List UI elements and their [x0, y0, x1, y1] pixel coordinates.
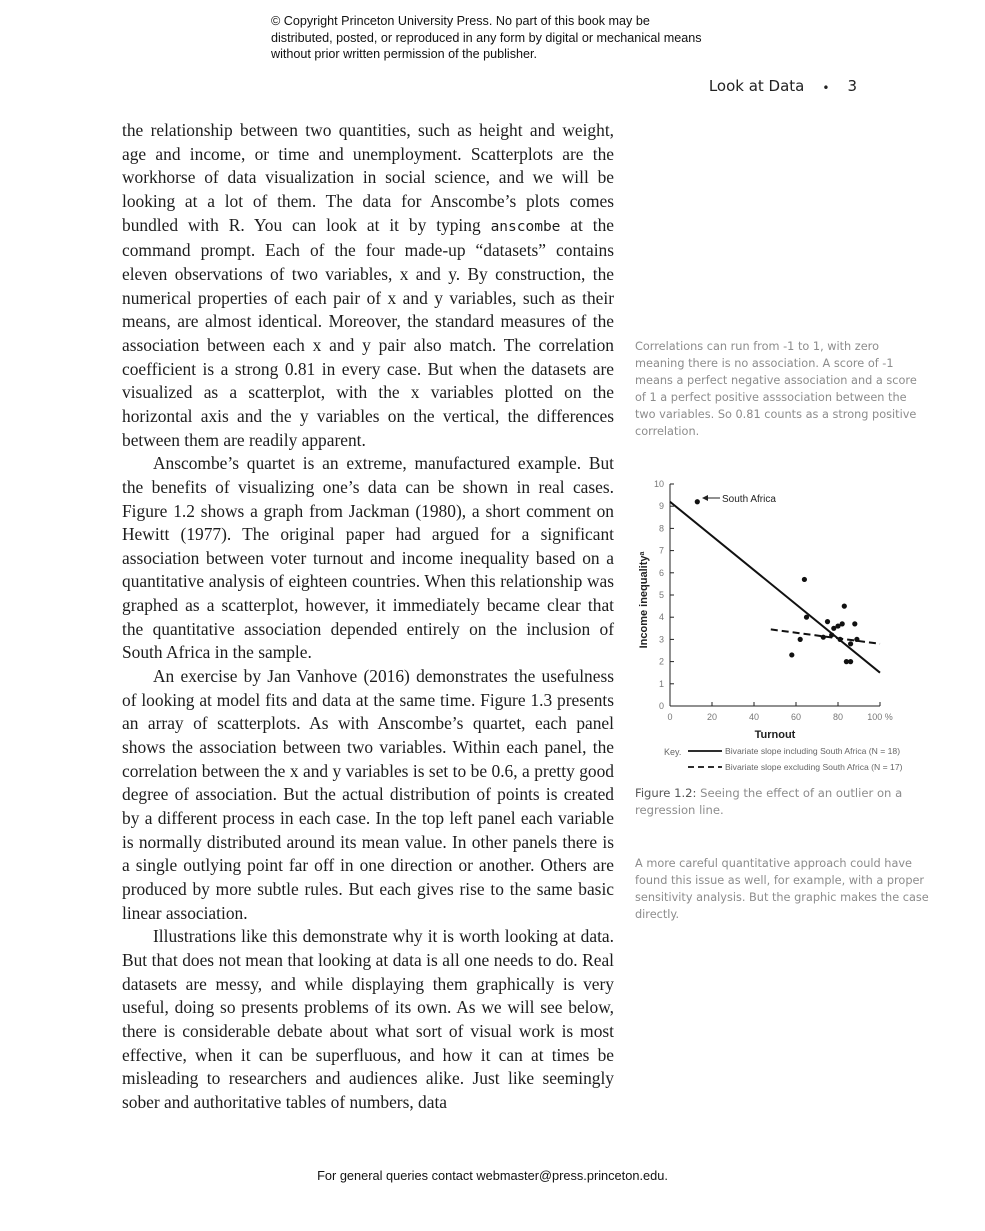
- y-tick-label: 10: [653, 479, 664, 489]
- inline-code: anscombe: [490, 218, 561, 235]
- y-axis-label: Income inequality$^a$: [638, 551, 650, 649]
- x-tick-label: 40: [748, 712, 760, 722]
- copyright-notice: © Copyright Princeton University Press. No part of this book may be distributed, posted, or reproduced in any form by digital or mechanical means without prior written permission of the publisher.: [271, 14, 702, 62]
- footer: For general queries contact webmaster@press.princeton.edu.: [317, 1168, 668, 1183]
- x-tick-label: 60: [790, 712, 802, 722]
- regression-line-including-outlier: [670, 502, 880, 673]
- y-tick-label: 3: [658, 634, 664, 645]
- y-axis-label-footnote: a: [638, 551, 646, 556]
- data-point: [842, 604, 847, 609]
- scatterplot-figure: [630, 472, 930, 777]
- running-head-separator: •: [822, 81, 830, 95]
- legend: [664, 746, 903, 772]
- y-axis: [654, 479, 674, 711]
- outlier-pointer-arrowhead: [702, 495, 708, 501]
- x-tick-label: 20: [706, 712, 718, 722]
- data-point: [848, 659, 853, 664]
- data-point: [789, 652, 794, 657]
- y-tick-label: 4: [658, 612, 664, 623]
- page-number: 3: [847, 77, 857, 95]
- legend-key-label: Key.: [664, 747, 682, 757]
- figure-caption: [635, 785, 905, 819]
- main-text: [122, 119, 614, 1115]
- data-point: [840, 621, 845, 626]
- data-point: [695, 499, 700, 504]
- x-axis-label: Turnout: [754, 729, 796, 741]
- sidenote-correlation: Correlations can run from -1 to 1, with zero meaning there is no association. A score of -1 means a perfect negative association and a score of 1 a perfect positive asssociation between the two variables. So 0.81 counts as a strong positive correlation.: [635, 340, 917, 438]
- paragraph-3: An exercise by Jan Vanhove (2016) demonstrates the usefulness of looking at model fits and data at the same time. Figure 1.3 presents an array of scatterplots. As with Anscombe’s quartet, each panel shows the association between two variables. Within each panel, the correlation between the x and y variables is set to be 0.6, a pretty good degree of association. But the actual distribution of points is created by a different process in each case. In the top left panel each variable is normally distributed around its mean value. In other panels there is a single outlying point far off in one direction or another. Others are produced by more subtle rules. But each gives rise to the same basic linear association.: [122, 666, 614, 923]
- legend-dashed-label: Bivariate slope excluding South Africa (N = 17): [725, 762, 903, 772]
- paragraph-1: [122, 119, 614, 452]
- data-point: [838, 637, 843, 642]
- sidenote-sensitivity: A more careful quantitative approach could have found this issue as well, for example, with a proper sensitivity analysis. But the graphic makes the case directly.: [635, 857, 929, 921]
- x-tick-label: 100 %: [867, 712, 893, 722]
- data-point: [825, 619, 830, 624]
- x-tick-label: 80: [832, 712, 844, 722]
- y-tick-label: 1: [658, 678, 664, 689]
- running-head: [709, 77, 857, 95]
- legend-solid-label: Bivariate slope including South Africa (N = 18): [725, 746, 901, 756]
- data-point: [848, 641, 853, 646]
- running-head-title: Look at Data: [708, 77, 805, 95]
- figure-caption-label: Figure 1.2:: [635, 786, 697, 800]
- y-tick-label: 6: [658, 567, 664, 578]
- paragraph-1-part-2: at the command prompt. Each of the four made-up “datasets” contains eleven observations of two variables, x and y. By construction, the numerical properties of each pair of x and y variables, such as their means, are almost identical. Moreover, the standard measures of the association between each x and y pair also match. The correlation coefficient is a strong 0.81 in every case. But when the datasets are visualized as a scatterplot, with the x variables plotted on the horizontal axis and the y variables on the vertical, the differences between them are readily apparent.: [122, 214, 615, 450]
- paragraph-1-part-1: the relationship between two quantities, such as height and weight, age and income, or time and unemployment. Scatterplots are the workhorse of data visualization in social science, and we will be looking at a lot of them. The data for Anscombe’s plots comes bundled with R. You can look at it by typing: [122, 120, 614, 235]
- outlier-label: South Africa: [722, 494, 776, 505]
- data-point: [821, 635, 826, 640]
- y-tick-label: 0: [658, 701, 664, 711]
- x-tick-label: 0: [667, 712, 673, 722]
- y-tick-label: 2: [658, 656, 664, 667]
- data-point: [854, 637, 859, 642]
- paragraph-2: Anscombe’s quartet is an extreme, manufactured example. But the benefits of visualizing one’s data can be shown in real cases. Figure 1.2 shows a graph from Jackman (1980), a short comment on Hewitt (1977). The original paper had argued for a significant association between voter turnout and income inequality based on a quantitative analysis of eighteen countries. When this relationship was graphed as a scatterplot, however, it immediately became clear that the quantitative association depended entirely on the inclusion of South Africa in the sample.: [122, 453, 614, 663]
- outlier-annotation: [702, 494, 776, 505]
- data-point: [829, 632, 834, 637]
- x-ticks: [667, 702, 892, 722]
- data-point: [802, 577, 807, 582]
- data-point: [798, 637, 803, 642]
- y-tick-label: 8: [658, 523, 664, 534]
- regression-lines: [670, 502, 880, 673]
- y-tick-label: 9: [658, 501, 664, 512]
- x-axis: [667, 702, 892, 722]
- figure-caption-text: Seeing the effect of an outlier on a regression line.: [635, 786, 903, 817]
- data-point: [852, 621, 857, 626]
- data-points: [695, 499, 860, 664]
- y-tick-label: 7: [658, 545, 664, 556]
- y-ticks: [654, 479, 674, 711]
- y-tick-label: 5: [658, 590, 664, 600]
- data-point: [804, 615, 809, 620]
- paragraph-4: Illustrations like this demonstrate why it is worth looking at data. But that does not mean that looking at data is all one needs to do. Real datasets are messy, and while displaying them graphically is very useful, doing so presents problems of its own. As we will see below, there is considerable debate about what sort of visual work is most effective, when it can be superfluous, and how it can at times be misleading to researchers and audiences alike. Just like seemingly sober and authoritative tables of numbers, data: [122, 926, 614, 1112]
